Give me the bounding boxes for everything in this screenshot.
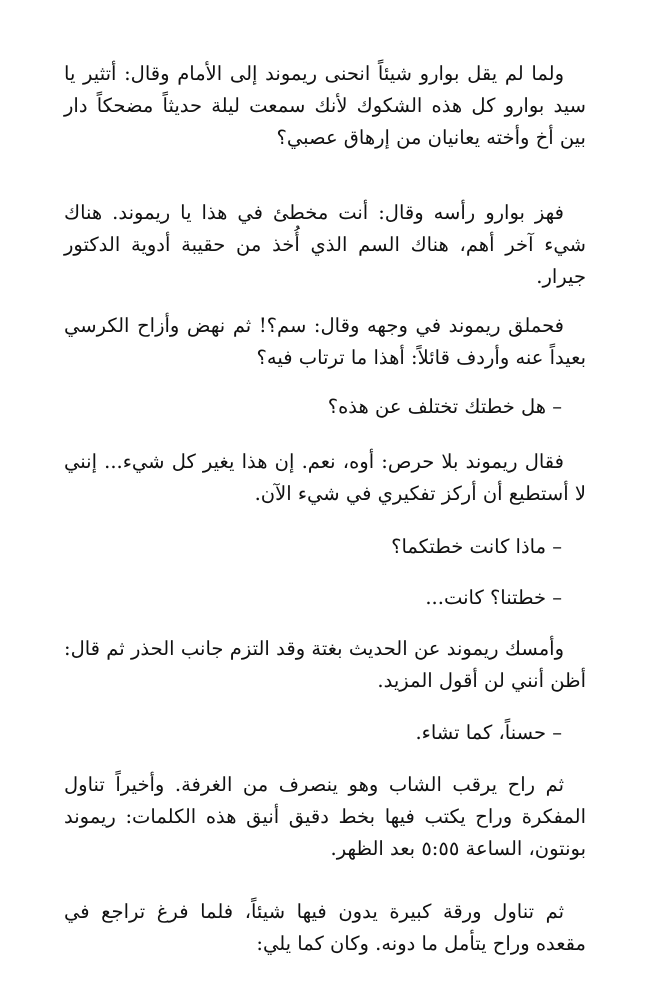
paragraph-6: ثم راح يرقب الشاب وهو ينصرف من الغرفة. وأخيراً تناول المفكرة وراح يكتب فيها بخط دقيق أنيق هذه الكلمات: ريموند بونتون، الساعة ٥:٥٥ بعد الظهر. [64,773,586,860]
paragraph-3: فحملق ريموند في وجهه وقال: سم؟! ثم نهض وأزاح الكرسي بعيداً عنه وأردف قائلاً: أهذا ما ترتاب فيه؟ [64,314,586,369]
dialogue-line-4: – حسناً، كما تشاء. [415,721,562,744]
dialogue-line-3: – خطتنا؟ كانت... [425,586,562,609]
paragraph-4: فقال ريموند بلا حرص: أوه، نعم. إن هذا يغير كل شيء... إنني لا أستطيع أن أركز تفكيري في شيء الآن. [64,450,586,505]
dialogue-line-2: – ماذا كانت خطتكما؟ [391,535,562,558]
book-page [64,0,586,1000]
paragraph-2: فهز بوارو رأسه وقال: أنت مخطئ في هذا يا ريموند. هناك شيء آخر أهم، هناك السم الذي أُخذ من حقيبة أدوية الدكتور جيرار. [64,201,586,288]
paragraph-5: وأمسك ريموند عن الحديث بغتة وقد التزم جانب الحذر ثم قال: أظن أنني لن أقول المزيد. [64,637,586,692]
paragraph-1: ولما لم يقل بوارو شيئاً انحنى ريموند إلى الأمام وقال: أتثير يا سيد بوارو كل هذه الشكوك لأنك سمعت ليلة حديثاً مضحكاً دار بين أخ وأخته يعانيان من إرهاق عصبي؟ [64,62,586,149]
paragraph-7: ثم تناول ورقة كبيرة يدون فيها شيئاً، فلما فرغ تراجع في مقعده وراح يتأمل ما دونه. وكان كما يلي: [64,900,586,955]
dialogue-line-1: – هل خطتك تختلف عن هذه؟ [327,395,562,418]
